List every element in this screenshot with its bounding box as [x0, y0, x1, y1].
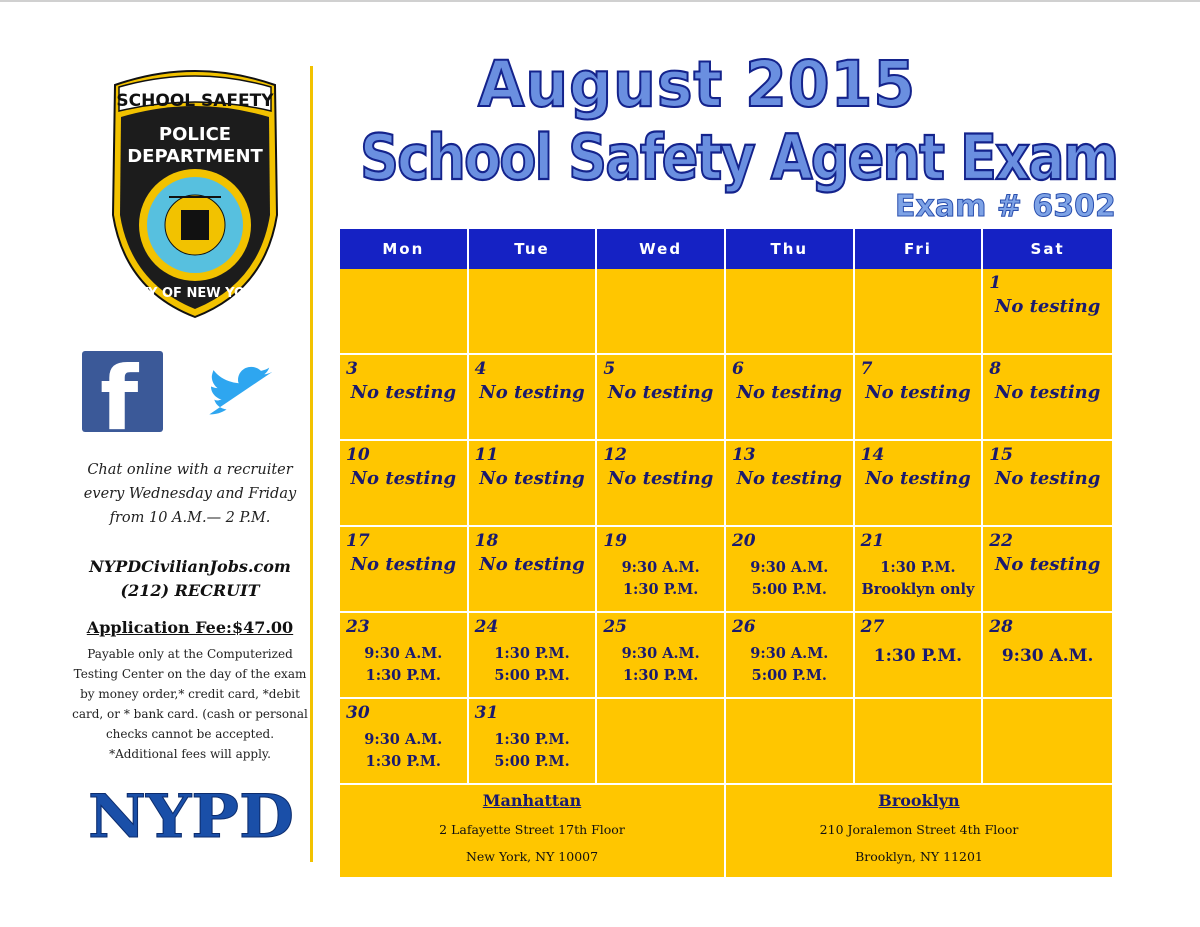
calendar-cell — [469, 527, 598, 613]
day-number: 15 — [989, 445, 1013, 465]
no-testing-label: No testing — [350, 554, 457, 575]
calendar-cell — [983, 441, 1112, 527]
fee-title: Application Fee:$47.00 — [86, 618, 294, 637]
no-testing-label: No testing — [479, 554, 585, 575]
calendar-cell — [726, 527, 855, 613]
day-number: 6 — [731, 359, 744, 379]
calendar-cell — [340, 613, 469, 699]
calendar-cell — [855, 613, 984, 699]
session-time: Brooklyn only — [861, 581, 975, 598]
day-number: 28 — [989, 617, 1013, 637]
session-times — [340, 643, 467, 687]
calendar-cell — [855, 269, 984, 355]
calendar-cell — [469, 355, 598, 441]
calendar-cell — [855, 699, 984, 785]
location-address: 2 Lafayette Street 17th Floor — [439, 822, 625, 837]
session-times — [340, 729, 467, 773]
day-number: 13 — [731, 445, 756, 465]
school-safety-badge — [105, 65, 285, 320]
twitter-bird-icon[interactable] — [206, 366, 272, 422]
day-number: 30 — [346, 703, 370, 723]
calendar-cell — [726, 699, 855, 785]
calendar-cell — [597, 269, 726, 355]
nypd-logo-text: NYPD — [88, 788, 294, 842]
day-number: 25 — [603, 617, 627, 637]
location-name: Brooklyn — [878, 791, 960, 810]
location-row — [340, 785, 1112, 877]
no-testing-label: No testing — [607, 382, 714, 403]
fee-text: Payable only at the Computerized Testing Center on the day of the exam by money order,* credit card, *debit card, or * bank card. (cash or personal checks cannot be accepted. *Additional fees will apply. — [72, 647, 308, 761]
day-header-thu: Thu — [726, 229, 855, 269]
badge-line1-text: POLICE — [158, 124, 232, 145]
calendar-cell — [855, 441, 984, 527]
calendar-cell — [340, 355, 469, 441]
website-link[interactable]: NYPDCivilianJobs.com — [89, 557, 291, 576]
session-time: 1:30 P.M. — [622, 667, 699, 684]
calendar-header — [340, 229, 1112, 269]
day-number: 12 — [603, 445, 627, 465]
calendar — [340, 229, 1112, 877]
sidebar-divider — [310, 66, 313, 862]
calendar-cell — [597, 527, 726, 613]
no-testing-label: No testing — [350, 468, 457, 489]
calendar-cell — [726, 269, 855, 355]
day-number: 3 — [346, 359, 358, 379]
calendar-cell — [469, 613, 598, 699]
calendar-cell — [469, 269, 598, 355]
session-time: 1:30 P.M. — [494, 731, 570, 748]
location-manhattan — [340, 785, 726, 877]
location-city: Brooklyn, NY 11201 — [855, 849, 983, 864]
top-rule — [0, 0, 1200, 2]
calendar-cell — [597, 355, 726, 441]
title-exam-name: School Safety Agent Exam — [360, 122, 1118, 195]
calendar-cell — [340, 269, 469, 355]
no-testing-label: No testing — [865, 382, 971, 403]
day-number: 22 — [989, 531, 1013, 551]
session-time: 5:00 P.M. — [494, 753, 570, 770]
day-header-fri: Fri — [855, 229, 984, 269]
day-number: 23 — [346, 617, 370, 637]
session-time: 9:30 A.M. — [364, 731, 443, 748]
calendar-cell — [340, 527, 469, 613]
calendar-cell — [726, 441, 855, 527]
no-testing-label: No testing — [479, 382, 585, 403]
session-times — [855, 645, 982, 667]
day-number: 21 — [860, 531, 885, 551]
no-testing-label: No testing — [994, 468, 1101, 489]
calendar-cell — [855, 355, 984, 441]
day-number: 27 — [860, 617, 885, 637]
facebook-icon[interactable]: f — [82, 351, 163, 432]
no-testing-label: No testing — [607, 468, 714, 489]
session-times — [597, 643, 724, 687]
calendar-cell — [597, 613, 726, 699]
day-number: 31 — [474, 703, 499, 723]
session-time: 9:30 A.M. — [1001, 646, 1094, 666]
no-testing-label: No testing — [736, 382, 843, 403]
session-time: 1:30 P.M. — [873, 646, 963, 666]
no-testing-label: No testing — [994, 382, 1101, 403]
session-times — [469, 643, 596, 687]
no-testing-label: No testing — [479, 468, 585, 489]
session-time: 9:30 A.M. — [750, 645, 829, 662]
calendar-cell — [855, 527, 984, 613]
session-time: 9:30 A.M. — [364, 645, 443, 662]
badge-arc-text: CITY OF NEW YORK — [124, 286, 266, 301]
calendar-cell — [983, 613, 1112, 699]
day-number: 5 — [603, 359, 616, 379]
session-time: 1:30 P.M. — [365, 667, 441, 684]
session-time: 1:30 P.M. — [494, 645, 570, 662]
session-time: 5:00 P.M. — [751, 581, 827, 598]
day-number: 19 — [603, 531, 627, 551]
session-times — [597, 557, 724, 601]
day-header-wed: Wed — [597, 229, 726, 269]
session-time: 5:00 P.M. — [494, 667, 570, 684]
calendar-cell — [340, 441, 469, 527]
session-times — [726, 557, 853, 601]
calendar-cell — [726, 613, 855, 699]
no-testing-label: No testing — [994, 296, 1101, 317]
day-number: 4 — [474, 359, 487, 379]
session-time: 9:30 A.M. — [750, 559, 829, 576]
chat-text: Chat online with a recruiter every Wednesday and Friday from 10 A.M.— 2 P.M. — [83, 462, 297, 526]
calendar-cell — [597, 441, 726, 527]
title-month: August 2015 — [478, 48, 917, 122]
location-address: 210 Joralemon Street 4th Floor — [819, 822, 1019, 837]
session-times — [855, 557, 982, 601]
session-times — [726, 643, 853, 687]
day-number: 1 — [989, 273, 1002, 293]
session-time: 9:30 A.M. — [621, 645, 700, 662]
calendar-cell — [597, 699, 726, 785]
session-time: 1:30 P.M. — [365, 753, 441, 770]
day-number: 11 — [474, 445, 499, 465]
calendar-cell — [983, 699, 1112, 785]
calendar-cell — [983, 269, 1112, 355]
day-header-tue: Tue — [469, 229, 598, 269]
sidebar — [70, 60, 310, 860]
day-number: 8 — [989, 359, 1002, 379]
badge-top-text: SCHOOL SAFETY — [116, 91, 274, 111]
session-time: 5:00 P.M. — [751, 667, 827, 684]
session-time: 1:30 P.M. — [880, 559, 956, 576]
day-number: 10 — [346, 445, 370, 465]
day-header-sat: Sat — [1030, 240, 1065, 258]
calendar-cell — [469, 441, 598, 527]
day-number: 14 — [860, 445, 885, 465]
calendar-grid — [340, 269, 1112, 785]
calendar-cell — [469, 699, 598, 785]
calendar-cell — [726, 355, 855, 441]
day-number: 18 — [474, 531, 499, 551]
day-number: 7 — [860, 359, 873, 379]
day-number: 17 — [346, 531, 370, 551]
phone-number: (212) RECRUIT — [120, 581, 260, 600]
no-testing-label: No testing — [736, 468, 843, 489]
badge-line2-text: DEPARTMENT — [127, 146, 263, 167]
nypd-logo — [86, 788, 296, 842]
day-number: 20 — [731, 531, 756, 551]
no-testing-label: No testing — [865, 468, 971, 489]
no-testing-label: No testing — [994, 554, 1101, 575]
day-number: 26 — [731, 617, 756, 637]
location-name: Manhattan — [482, 791, 582, 810]
location-city: New York, NY 10007 — [465, 849, 599, 864]
session-time: 9:30 A.M. — [621, 559, 700, 576]
calendar-cell — [340, 699, 469, 785]
calendar-cell — [983, 527, 1112, 613]
session-time: 1:30 P.M. — [622, 581, 699, 598]
day-number: 24 — [474, 617, 499, 637]
no-testing-label: No testing — [350, 382, 457, 403]
exam-number: Exam # 6302 — [895, 189, 1116, 224]
session-times — [469, 729, 596, 773]
calendar-cell — [983, 355, 1112, 441]
day-header-mon: Mon — [340, 229, 469, 269]
location-brooklyn — [726, 785, 1112, 877]
session-times — [983, 645, 1112, 667]
